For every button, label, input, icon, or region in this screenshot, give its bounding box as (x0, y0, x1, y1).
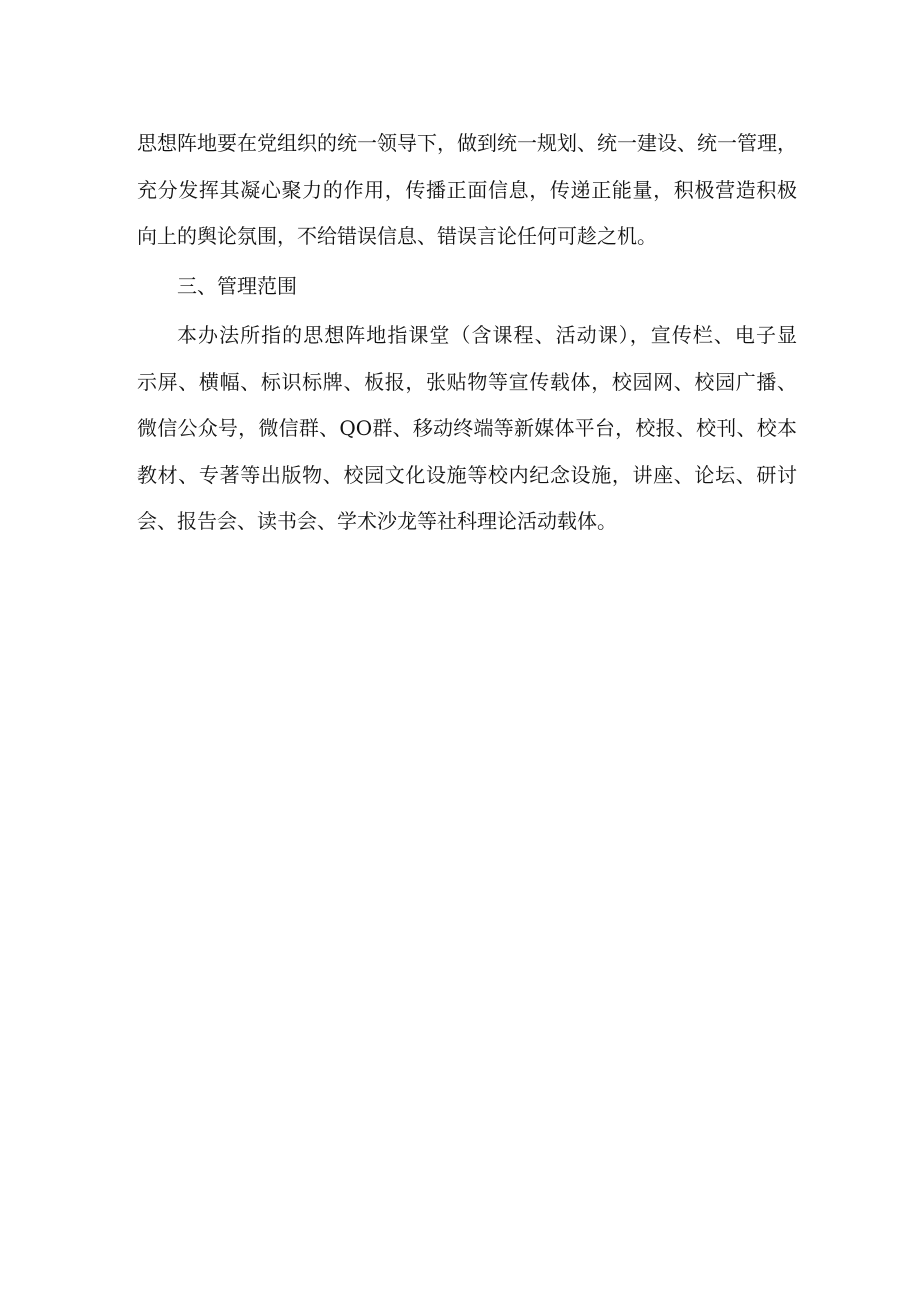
paragraph-line: 本办法所指的思想阵地指课堂（含课程、活动课），宣传栏、电子显 (177, 323, 797, 347)
paragraph-line: 思想阵地要在党组织的统一领导下，做到统一规划、统一建设、统一管理， (137, 131, 797, 155)
paragraph-line: 示屏、横幅、标识标牌、板报，张贴物等宣传载体，校园网、校园广播、 (137, 369, 797, 394)
paragraph-line: 微信公众号，微信群、QO群、移动终端等新媒体平台，校报、校刊、校本 (137, 416, 797, 440)
section-heading-block (137, 263, 797, 310)
paragraph-line: 充分发挥其凝心聚力的作用，传播正面信息，传递正能量，积极营造积极 (137, 177, 797, 202)
paragraph-line: 向上的舆论氛围，不给错误信息、错误言论任何可趁之机。 (137, 224, 657, 248)
paragraph-line: 教材、专著等出版物、校园文化设施等校内纪念设施，讲座、论坛、研讨 (137, 462, 797, 487)
paragraph-line: 会、报告会、读书会、学术沙龙等社科理论活动载体。 (137, 509, 617, 533)
paragraph-scope (137, 312, 797, 545)
paragraph-continuation (137, 120, 797, 260)
section-heading: 三、管理范围 (177, 274, 297, 298)
